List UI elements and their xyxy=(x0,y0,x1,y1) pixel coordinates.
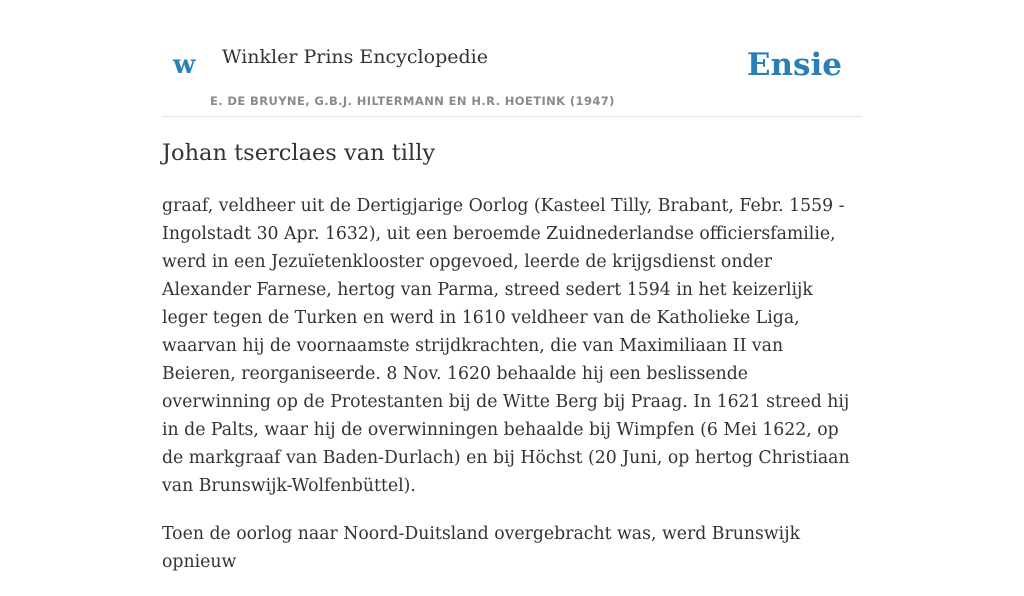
article-paragraph: Toen de oorlog naar Noord-Duitsland overgebracht was, werd Brunswijk opnieuw xyxy=(162,524,801,572)
brand-logo[interactable]: Ensie xyxy=(746,47,842,83)
page xyxy=(162,0,862,572)
article-body xyxy=(162,192,862,596)
site-logo-icon[interactable]: w xyxy=(173,50,196,80)
article-paragraph: graaf, veldheer uit de Dertigjarige Oorlog (Kasteel Tilly, Brabant, Febr. 1559 - Ingolstadt 30 Apr. 1632), uit een beroemde Zuidnederlandse officiersfamilie, werd in een Jezuïetenklooster opgevoed, leerde de krijgsdienst onder Alexander Farnese, hertog van Parma, streed sedert 1594 in het keizerlijk leger tegen de Turken en werd in 1610 veldheer van de Katholieke Liga, waarvan hij de voornaamste strijdkrachten, die van Maximiliaan II van Beieren, reorganiseerde. 8 Nov. 1620 behaalde hij een beslissende overwinning op de Protestanten bij de Witte Berg bij Praag. In 1621 streed hij in de Palts, waar hij de overwinningen behaalde bij Wimpfen (6 Mei 1622, op de markgraaf van Baden-Durlach) en bij Höchst (20 Juni, op hertog Christiaan van Brunswijk-Wolfenbüttel). xyxy=(162,196,850,496)
article-title: Johan tserclaes van tilly xyxy=(162,140,436,166)
authors-line: E. DE BRUYNE, G.B.J. HILTERMANN EN H.R. HOETINK (1947) xyxy=(210,94,615,108)
site-title[interactable]: Winkler Prins Encyclopedie xyxy=(222,46,488,68)
site-header xyxy=(162,0,862,117)
